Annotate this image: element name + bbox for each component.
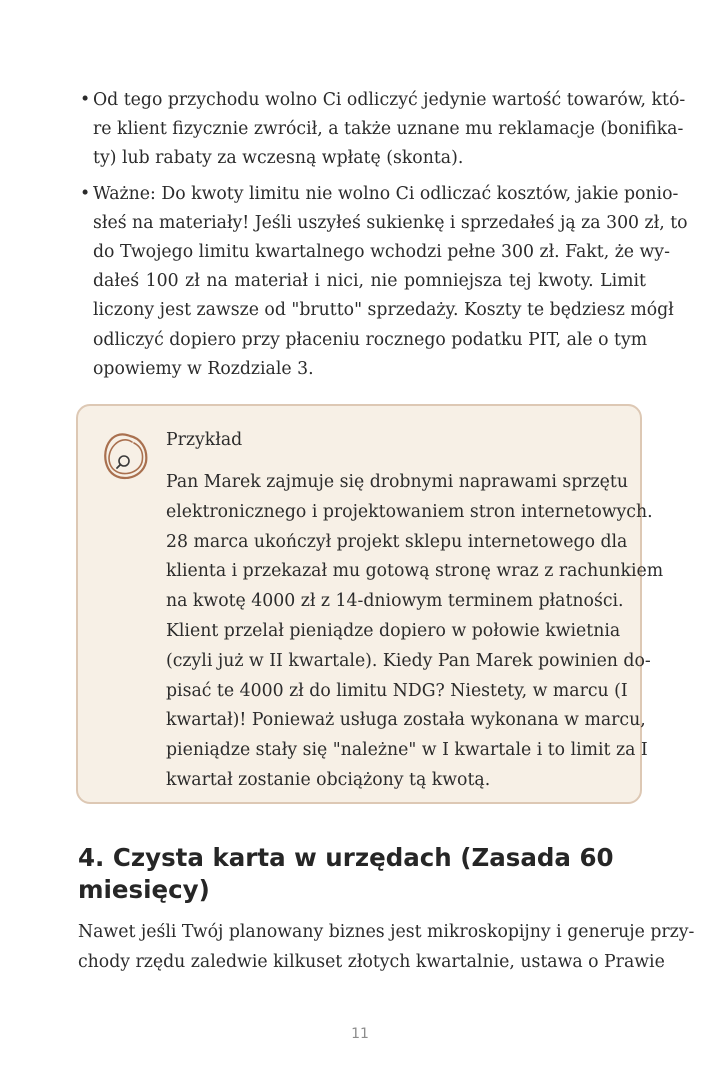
heading-line: miesięcy) xyxy=(78,875,210,904)
text-line: kwartał zostanie obciążony tą kwotą. xyxy=(166,769,491,790)
text-line: słeś na materiały! Jeśli uszyłeś sukienkę i sprzedałeś ją za 300 zł, to xyxy=(93,212,688,233)
text-line: odliczyć dopiero przy płaceniu rocznego podatku PIT, ale o tym xyxy=(93,329,648,350)
text-line: Nawet jeśli Twój planowany biznes jest mikroskopijny i generuje przy- xyxy=(78,922,695,942)
example-title: Przykład xyxy=(166,430,243,450)
magnifier-icon xyxy=(96,422,150,486)
text-line: chody rzędu zaledwie kilkuset złotych kwartalnie, ustawa o Prawie xyxy=(78,952,665,972)
text-line: dałeś 100 zł na materiał i nici, nie pomniejsza tej kwoty. Limit xyxy=(93,271,646,292)
example-callout xyxy=(76,404,664,804)
text-line: opowiemy w Rozdziale 3. xyxy=(93,358,314,379)
text-line: Pan Marek zajmuje się drobnymi naprawami sprzętu xyxy=(166,472,628,492)
page-number: 11 xyxy=(351,1026,369,1042)
section-heading xyxy=(78,842,658,906)
text-line: (czyli już w II kwartale). Kiedy Pan Marek powinien do- xyxy=(166,650,651,671)
bullet-item xyxy=(80,180,688,384)
heading-line: 4. Czysta karta w urzędach (Zasada 60 xyxy=(78,843,614,872)
text-line: 28 marca ukończył projekt sklepu internetowego dla xyxy=(166,531,628,552)
text-line: re klient fizycznie zwrócił, a także uznane mu reklamacje (bonifika- xyxy=(93,119,684,140)
bullet-list xyxy=(80,86,688,390)
text-line: elektronicznego i projektowaniem stron internetowych. xyxy=(166,501,653,522)
example-body xyxy=(166,468,664,796)
text-line: na kwotę 4000 zł z 14-dniowym terminem płatności. xyxy=(166,591,624,612)
text-line: kwartał)! Ponieważ usługa została wykonana w marcu, xyxy=(166,710,646,731)
bullet-marker: • xyxy=(80,90,91,110)
text-line: ty) lub rabaty za wczesną wpłatę (skonta). xyxy=(93,148,464,169)
text-line: liczony jest zawsze od "brutto" sprzedaży. Koszty te będziesz mógł xyxy=(93,300,674,321)
bullet-marker: • xyxy=(80,183,91,204)
text-line: pisać te 4000 zł do limitu NDG? Niestety, w marcu (I xyxy=(166,680,628,701)
bullet-item xyxy=(80,86,686,174)
text-line: pieniądze stały się "należne" w I kwartale i to limit za I xyxy=(166,740,648,761)
section-paragraph xyxy=(78,917,695,977)
text-line: do Twojego limitu kwartalnego wchodzi pełne 300 zł. Fakt, że wy- xyxy=(93,242,670,263)
text-line: Klient przelał pieniądze dopiero w połowie kwietnia xyxy=(166,620,621,641)
text-line: Ważne: Do kwoty limitu nie wolno Ci odliczać kosztów, jakie ponio- xyxy=(93,183,679,204)
text-line: Od tego przychodu wolno Ci odliczyć jedynie wartość towarów, któ- xyxy=(93,90,686,110)
text-line: klienta i przekazał mu gotową stronę wraz z rachunkiem xyxy=(166,561,664,582)
